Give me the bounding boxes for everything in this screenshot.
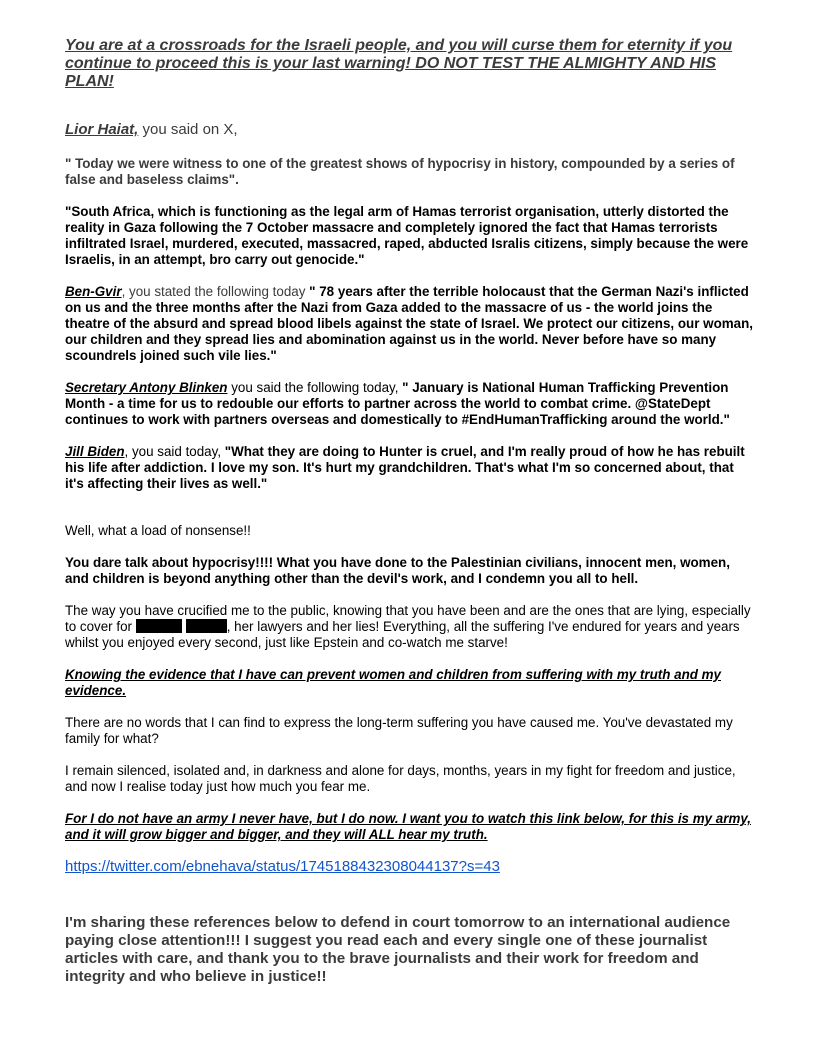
silenced-paragraph: I remain silenced, isolated and, in darkness and alone for days, months, years in my fight for freedom and justice, and now I realise today just how much you fear me. xyxy=(65,763,736,794)
blinken-paragraph xyxy=(65,380,755,428)
document-body xyxy=(65,37,755,986)
biden-name: Jill Biden xyxy=(65,444,125,459)
nonsense-line: Well, what a load of nonsense!! xyxy=(65,523,251,538)
hypocrisy-paragraph: You dare talk about hypocrisy!!!! What you have done to the Palestinian civilians, innocent men, women, and children is beyond anything other than the devil's work, and I condemn you all to hell. xyxy=(65,555,730,586)
blinken-said: you said the following today, xyxy=(227,380,403,395)
biden-quote: "What they are doing to Hunter is cruel, and I'm really proud of how he has rebuilt his life after addiction. I love my son. It's hurt my grandchildren. That's what I'm so concerned about, that it's affecting their lives as well." xyxy=(65,444,745,491)
bengvir-said: , you stated the following today xyxy=(121,284,310,299)
biden-said: , you said today, xyxy=(124,444,225,459)
blinken-quote: " January is National Human Trafficking Prevention Month - a time for us to redouble our efforts to partner across the world to combat crime. @StateDept continues to work with partners overseas and domestically to #EndHumanTrafficking around the world." xyxy=(65,380,730,427)
army-paragraph: For I do not have an army I never have, but I do now. I want you to watch this link below, for this is my army, and it will grow bigger and bigger, and they will ALL hear my truth. xyxy=(65,811,752,842)
haiat-said: you said on X, xyxy=(138,121,238,138)
haiat-quote-1: " Today we were witness to one of the greatest shows of hypocrisy in history, compounded by a series of false and baseless claims". xyxy=(65,156,735,187)
no-words-paragraph: There are no words that I can find to express the long-term suffering you have caused me. You've devastated my family for what? xyxy=(65,715,733,746)
twitter-link[interactable]: https://twitter.com/ebnehava/status/1745188432308044137?s=43 xyxy=(65,858,500,875)
redaction-block xyxy=(186,619,227,633)
redaction-block xyxy=(136,619,182,633)
haiat-name: Lior Haiat, xyxy=(65,121,139,138)
bengvir-paragraph xyxy=(65,284,755,364)
crucified-paragraph xyxy=(65,603,755,651)
warning-heading: You are at a crossroads for the Israeli people, and you will curse them for eternity if you continue to proceed this is your last warning! DO NOT TEST THE ALMIGHTY AND HIS PLAN! xyxy=(65,37,733,90)
haiat-intro xyxy=(65,121,755,139)
bengvir-quote: " 78 years after the terrible holocaust that the German Nazi's inflicted on us and the three months after the Nazi from Gaza added to the massacre of us - the world joins the theatre of the absurd and spread blood libels against the state of Israel. We protect our citizens, our woman, our children and they spread lies and abomination against us in the world. Never before have so many scoundrels joined such vile lies." xyxy=(65,284,754,363)
crucified-before: The way you have crucified me to the public, knowing that you have been and are the ones that are lying, especially to cover for xyxy=(65,603,751,634)
biden-paragraph xyxy=(65,444,755,492)
bengvir-name: Ben-Gvir xyxy=(65,284,122,299)
evidence-paragraph: Knowing the evidence that I have can prevent women and children from suffering with my truth and my evidence. xyxy=(65,667,721,698)
blinken-name: Secretary Antony Blinken xyxy=(65,380,228,395)
closing-paragraph: I'm sharing these references below to defend in court tomorrow to an international audience paying close attention!!! I suggest you read each and every single one of these journalist articles with care, and thank you to the brave journalists and their work for freedom and integrity and who believe in justice!! xyxy=(65,914,731,985)
haiat-quote-2: "South Africa, which is functioning as the legal arm of Hamas terrorist organisation, utterly distorted the reality in Gaza following the 7 October massacre and completely ignored the fact that Hamas terrorists infiltrated Israel, murdered, executed, massacred, raped, abducted Isralis citizens, simply because the were Israelis, in an attempt, bro carry out genocide." xyxy=(65,204,749,267)
crucified-after: , her lawyers and her lies! Everything, all the suffering I've endured for years and years whilst you enjoyed every second, just like Epstein and co-watch me starve! xyxy=(65,619,740,650)
